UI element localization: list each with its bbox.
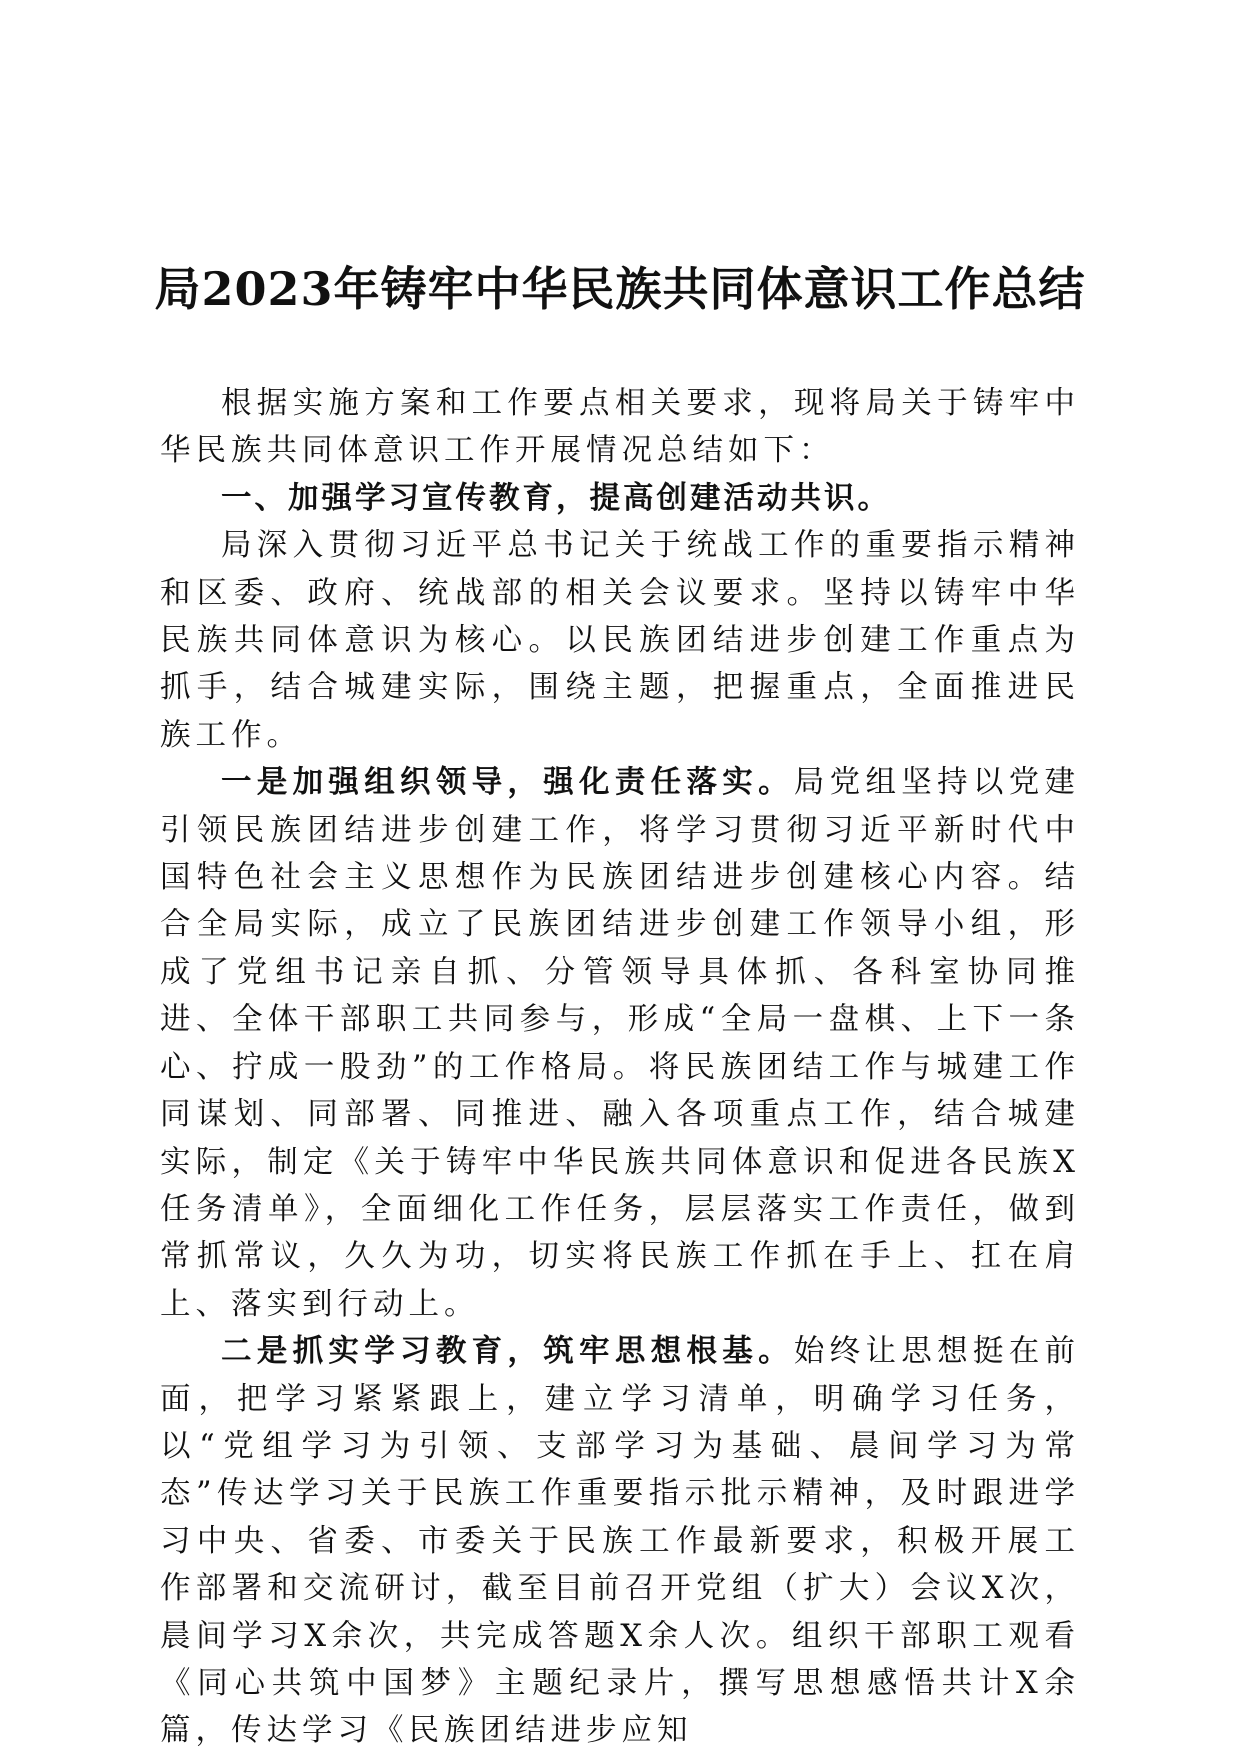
point-paragraph: [160, 1328, 1080, 1755]
point-body: 始终让思想挺在前面，把学习紧紧跟上，建立学习清单，明确学习任务，以“党组学习为引领、支部学习为基础、晨间学习为常态”传达学习关于民族工作重要指示批示精神，及时跟进学习中央、省委、市委关于民族工作最新要求，积极开展工作部署和交流研讨，截至目前召开党组（扩大）会议X次，晨间学习X余次，共完成答题X余人次。组织干部职工观看《同心共筑中国梦》主题纪录片，撰写思想感悟共计X余篇，传达学习《民族团结进步应知: [160, 1334, 1081, 1749]
point-body: 局党组坚持以党建引领民族团结进步创建工作，将学习贯彻习近平新时代中国特色社会主义思想作为民族团结进步创建核心内容。结合全局实际，成立了民族团结进步创建工作领导小组，形成了党组书记亲自抓、分管领导具体抓、各科室协同推进、全体干部职工共同参与，形成“全局一盘棋、上下一条心、拧成一股劲”的工作格局。将民族团结工作与城建工作同谋划、同部署、同推进、融入各项重点工作，结合城建实际，制定《关于铸牢中华民族共同体意识和促进各民族X任务清单》，全面细化工作任务，层层落实工作责任，做到常抓常议，久久为功，切实将民族工作抓在手上、扛在肩上、落实到行动上。: [160, 765, 1081, 1322]
section-paragraph: 局深入贯彻习近平总书记关于统战工作的重要指示精神和区委、政府、统战部的相关会议要求。坚持以铸牢中华民族共同体意识为核心。以民族团结进步创建工作重点为抓手，结合城建实际，围绕主题，把握重点，全面推进民族工作。: [160, 528, 1080, 753]
intro-paragraph: 根据实施方案和工作要点相关要求，现将局关于铸牢中华民族共同体意识工作开展情况总结如下：: [160, 386, 1080, 469]
document-body: [160, 380, 1080, 1755]
point-lead: 二是抓实学习教育，筑牢思想根基。: [221, 1333, 794, 1370]
point-paragraph: [160, 759, 1080, 1328]
document-title: 局2023年铸牢中华民族共同体意识工作总结: [154, 261, 1086, 316]
section-heading: 一、加强学习宣传教育，提高创建活动共识。: [221, 480, 891, 516]
point-lead: 一是加强组织领导，强化责任落实。: [221, 764, 794, 801]
